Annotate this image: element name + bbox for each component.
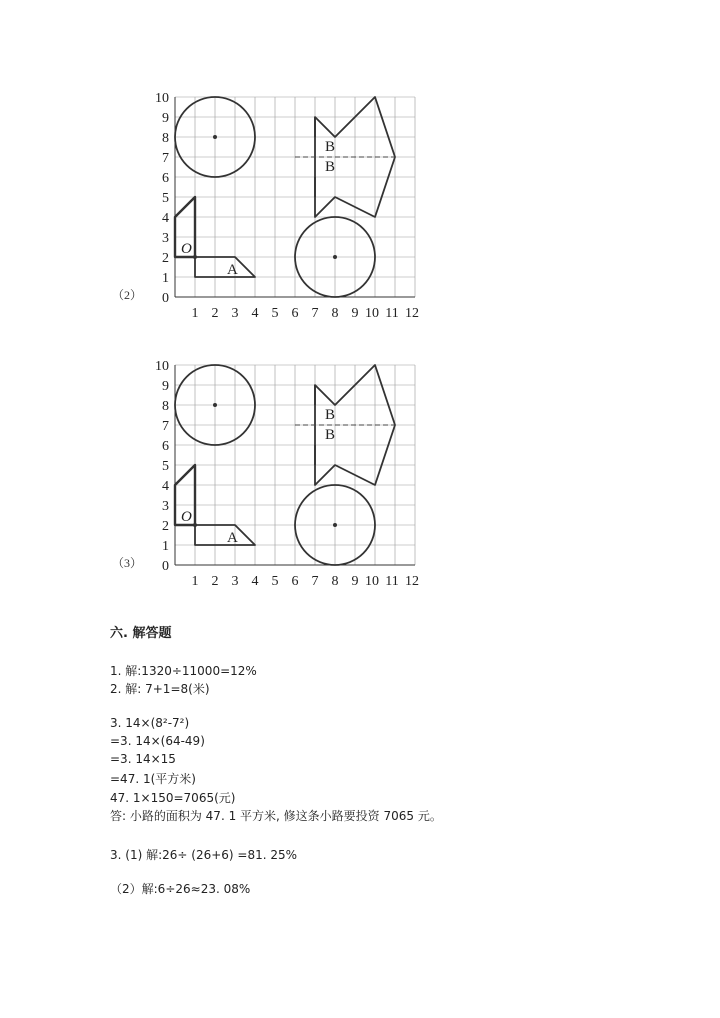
y-tick-label: 5 (162, 191, 169, 206)
x-tick-label: 5 (271, 306, 279, 321)
y-tick-label: 6 (162, 171, 169, 186)
trapezoid-a (195, 525, 255, 545)
shape-b-label: B (325, 427, 336, 443)
x-tick-label: 7 (311, 574, 319, 589)
x-tick-label: 6 (291, 306, 299, 321)
trapezoid-a (195, 257, 255, 277)
x-tick-label: 2 (211, 306, 219, 321)
x-tick-label: 12 (405, 306, 419, 321)
y-tick-label: 7 (162, 419, 169, 434)
y-tick-label: 6 (162, 439, 169, 454)
answer-line: 答: 小路的面积为 47. 1 平方米, 修这条小路要投资 7065 元。 (110, 809, 442, 823)
coordinate-grid (0, 356, 720, 596)
y-tick-label: 8 (162, 131, 169, 146)
x-tick-label: 6 (291, 574, 299, 589)
circle-center-dot (333, 255, 337, 259)
x-tick-label: 4 (251, 306, 259, 321)
grid-figure-3 (0, 356, 720, 596)
y-tick-label: 5 (162, 459, 169, 474)
answer-line: =3. 14×15 (110, 752, 176, 766)
answer-line: 3. (1) 解:26÷ (26+6) =81. 25% (110, 848, 298, 862)
x-tick-label: 5 (271, 574, 279, 589)
circle-center-dot (213, 135, 217, 139)
answer-line: 47. 1×150=7065(元) (110, 791, 236, 805)
x-tick-label: 11 (385, 574, 399, 589)
y-tick-label: 3 (162, 231, 169, 246)
y-tick-label: 10 (155, 91, 169, 106)
y-tick-label: 3 (162, 499, 169, 514)
y-tick-label: 2 (162, 251, 169, 266)
x-tick-label: 12 (405, 574, 419, 589)
figure-label: （3） (112, 556, 143, 570)
x-tick-label: 9 (351, 574, 359, 589)
y-tick-label: 1 (162, 539, 169, 554)
x-tick-label: 1 (191, 306, 199, 321)
x-tick-label: 3 (231, 306, 239, 321)
answer-line: （2）解:6÷26≈23. 08% (110, 882, 251, 896)
y-tick-label: 9 (162, 379, 169, 394)
y-tick-label: 7 (162, 151, 169, 166)
figure-label: （2） (112, 288, 143, 302)
x-tick-label: 9 (351, 306, 359, 321)
x-tick-label: 11 (385, 306, 399, 321)
x-tick-label: 2 (211, 574, 219, 589)
point-o-dot (193, 523, 197, 527)
section-title: 六. 解答题 (110, 626, 172, 641)
x-tick-label: 8 (331, 574, 339, 589)
grid-figure-2 (0, 88, 720, 328)
shape-b-label: B (325, 159, 336, 175)
y-tick-label: 2 (162, 519, 169, 534)
y-tick-label: 8 (162, 399, 169, 414)
x-tick-label: 10 (365, 574, 379, 589)
y-tick-label: 9 (162, 111, 169, 126)
x-tick-label: 10 (365, 306, 379, 321)
answer-line: 3. 14×(8²-7²) (110, 716, 190, 730)
answer-line: =3. 14×(64-49) (110, 734, 205, 748)
x-tick-label: 8 (331, 306, 339, 321)
y-tick-label: 10 (155, 359, 169, 374)
shape-a-label: A (227, 530, 238, 546)
answer-line: 1. 解:1320÷11000=12% (110, 664, 257, 678)
x-tick-label: 4 (251, 574, 259, 589)
y-tick-label: 0 (162, 559, 169, 574)
point-o-dot (193, 255, 197, 259)
shape-a-label: A (227, 262, 238, 278)
shape-b-label: B (325, 139, 336, 155)
y-tick-label: 4 (162, 211, 169, 226)
answer-line: =47. 1(平方米) (110, 772, 196, 786)
circle-center-dot (213, 403, 217, 407)
circle-center-dot (333, 523, 337, 527)
point-o-label: O (181, 509, 192, 525)
y-tick-label: 4 (162, 479, 169, 494)
shape-b-label: B (325, 407, 336, 423)
coordinate-grid (0, 88, 720, 328)
x-tick-label: 3 (231, 574, 239, 589)
y-tick-label: 0 (162, 291, 169, 306)
y-tick-label: 1 (162, 271, 169, 286)
x-tick-label: 1 (191, 574, 199, 589)
x-tick-label: 7 (311, 306, 319, 321)
answer-line: 2. 解: 7+1=8(米) (110, 682, 210, 696)
point-o-label: O (181, 241, 192, 257)
